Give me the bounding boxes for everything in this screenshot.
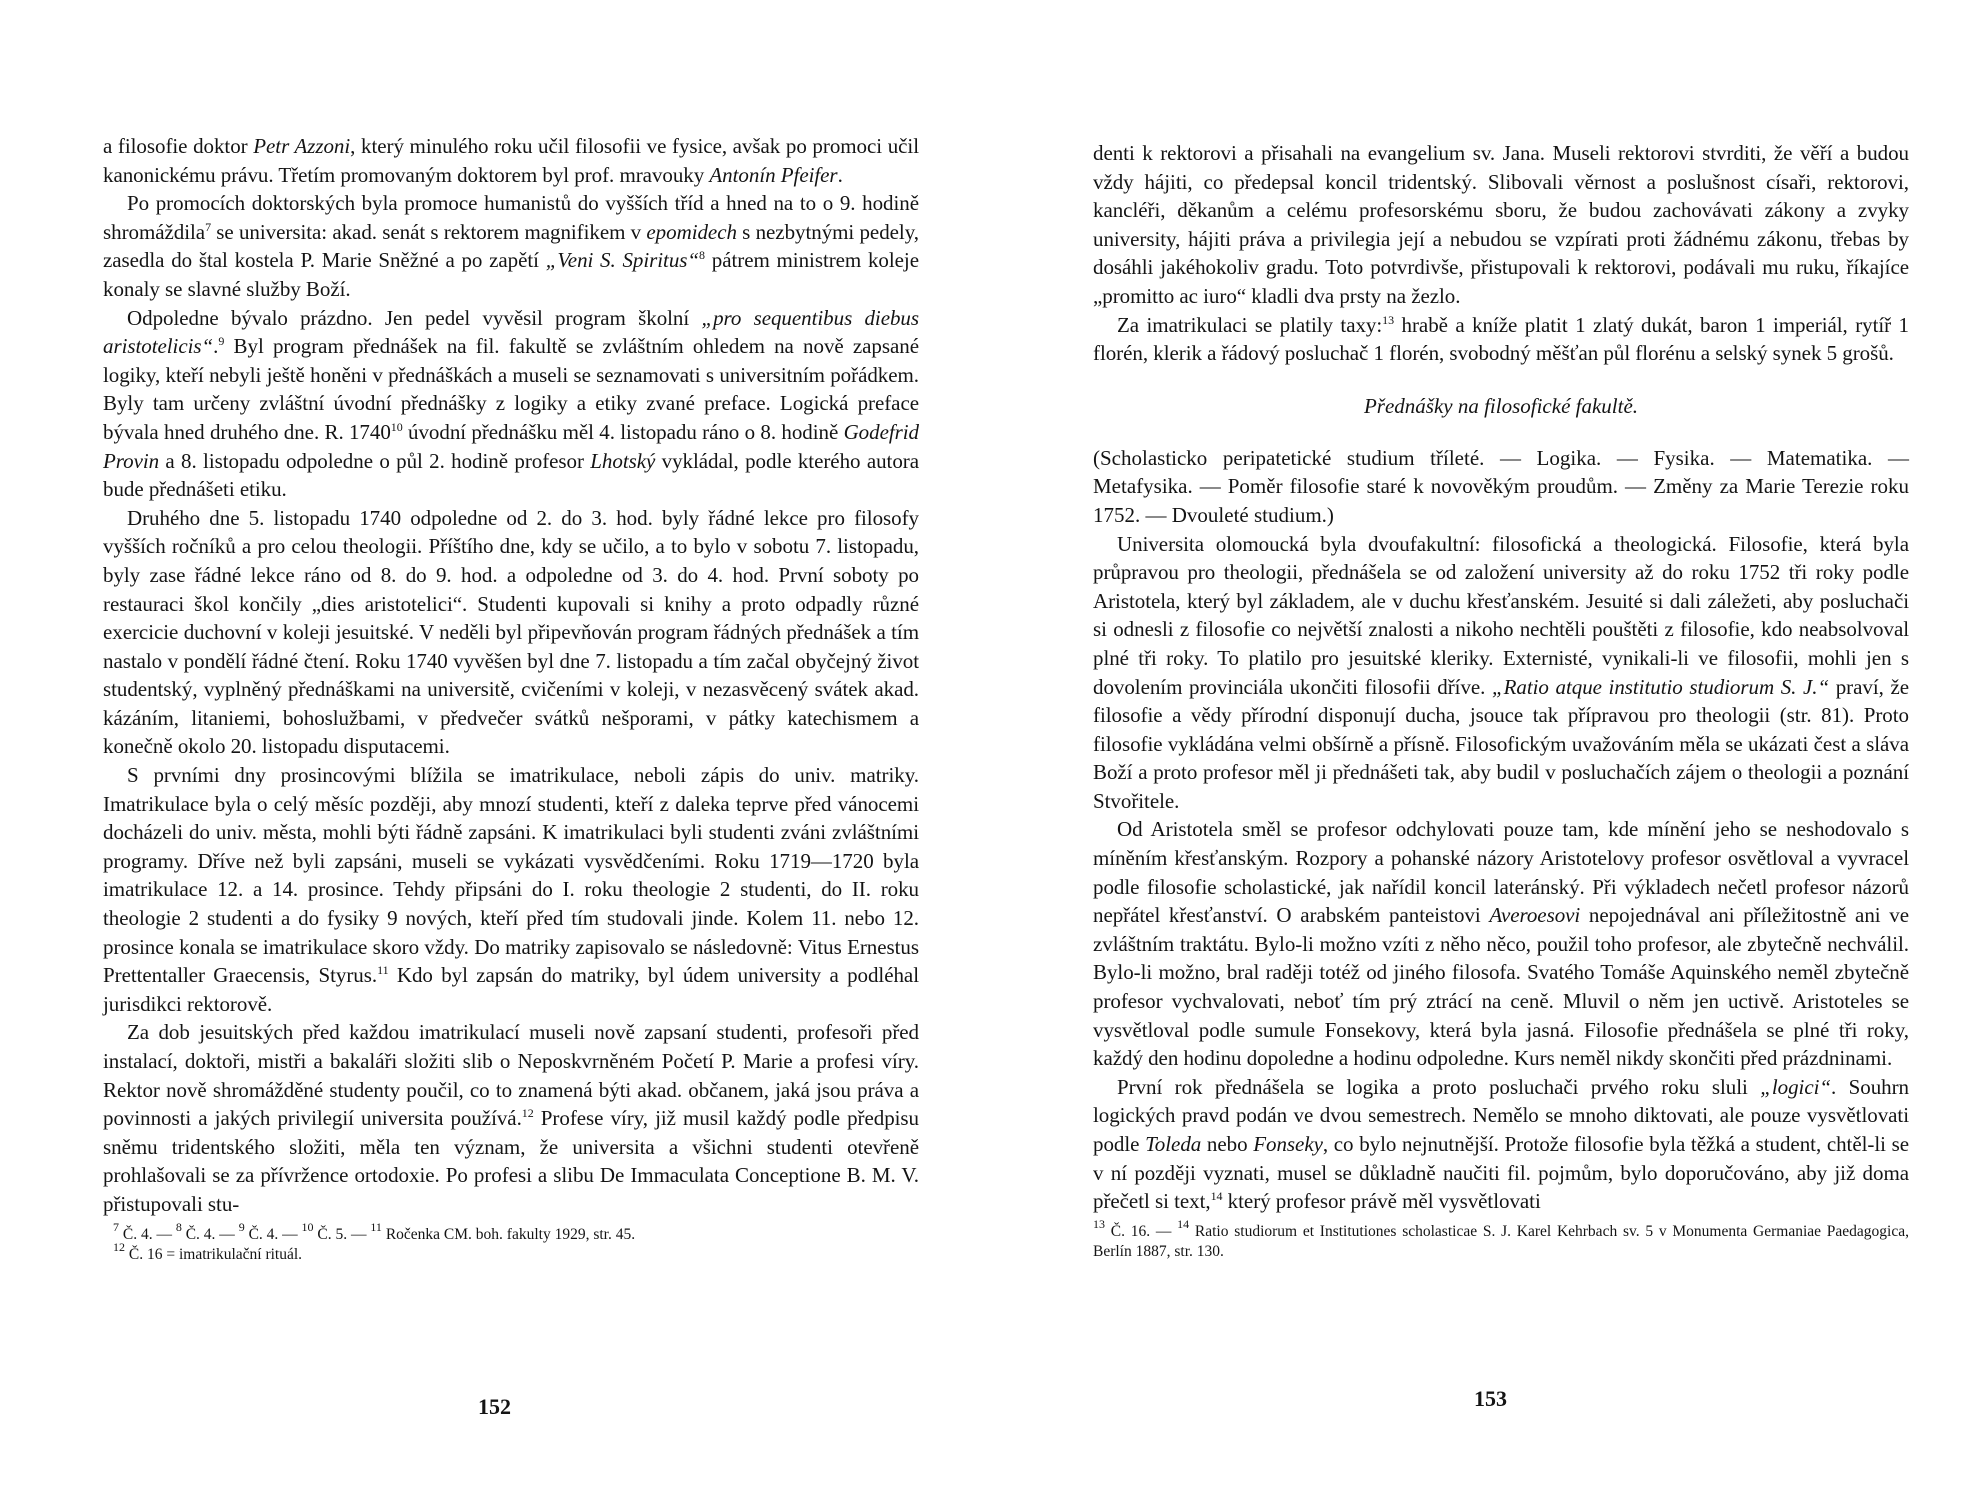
paragraph: První rok přednášela se logika a proto posluchači prvého roku sluli „logici“. Souhrn logických pravd podán ve dvou semestrech. Nemělo se mnoho diktovati, ale pouze vysvětlovati podle Toleda nebo Fonseky, co bylo nejnutnější. Protože filosofie byla těžká a student, chtěl-li se v ní později vyznati, musel se důkladně naučiti fil. pojmům, bylo doporučováno, aby již doma přečetl si text,$^{14}$ který profesor právě měl vysvětlovati [1093, 1074, 1910, 1214]
footnote-ref: 12 [521, 1106, 534, 1121]
section-summary: (Scholasticko peripatetické studium tříleté. — Logika. — Fysika. — Matematika. — Metafysika. — Poměr filosofie staré k novověkým proudům. — Změny za Marie Terezie roku 1752. — Dvouleté studium.) [1093, 445, 1909, 527]
paragraph: S prvními dny prosincovými blížila se imatrikulace, neboli zápis do univ. matriky. Imatrikulace byla o celý měsíc později, aby mnozí studenti, kteří z daleka teprve před vánocemi docházeli do univ. města, mohli býti řádně zapsáni. K imatrikulaci byli studenti zváni zvláštními programy. Dříve než byli zapsáni, museli se vykázati vysvědčeními. Roku 1719—1720 byla imatrikulace 12. a 14. prosince. Tehdy připsáni do I. roku theologie 2 studenti, do II. roku theologie 2 studenti a do fysiky 9 nových, kteří před tím studovali jinde. Kolem 11. nebo 12. prosince konala se imatrikulace skoro vždy. Do matriky zapisovalo se následovně: Vitus Ernestus Prettentaller Graecensis, Styrus.$^{11}$ Kdo byl zapsán do matriky, byl údem university a podléhal jurisdikci rektorově. [103, 763, 919, 1016]
right-page [1093, 139, 1909, 1262]
footnotes [103, 1219, 919, 1265]
footnote-ref: 10 [390, 419, 403, 434]
paragraph: denti k rektorovi a přisahali na evangelium sv. Jana. Museli rektorovi stvrditi, že věří a budou vždy hájiti, co předepsal koncil tridentský. Slibovali věrnost a poslušnost císaři, rektorovi, kancléři, děkanům a celému profesorskému sboru, že budou zachovávati zákony a zvyky university, hájiti práva a privilegia její a nebudou se vzpírati proti žádnému zákonu, třebas by dosáhli jakéhokoliv gradu. Toto potvrdivše, přistupovali k rektorovi, podávali mu ruku, říkajíce „promitto ac iuro“ kladli dva prsty na žezlo. [1093, 141, 1909, 308]
footnote: $^{12}$ Č. 16 = imatrikulační rituál. [113, 1239, 303, 1263]
footnote-ref: 14 [1210, 1189, 1223, 1204]
section-heading: Přednášky na filosofické fakultě. [1363, 393, 1639, 418]
paragraph: Za dob jesuitských před každou imatrikulací museli nově zapsaní studenti, profesoři před instalací, doktoři, mistři a bakaláři složiti slib o Neposkvrněném Početí P. Marie a profesi víry. Rektor nově shromážděné studenty poučil, co to znamená býti akad. občanem, jaká jsou práva a povinnosti a jakých privilegií universita používá.$^{12}$ Profese víry, již musil každý podle předpisu sněmu tridentského složiti, měla ten význam, že universita a všichni studenti otevřeně prohlašovali se za přívržence ortodoxie. Po profesi a slibu De Immaculata Conceptione B. M. V. přistupovali stu- [103, 1020, 919, 1216]
footnote: $^{13}$ Č. 16. — $^{14}$ Ratio studiorum et Institutiones scholasticae S. J. Karel Kehrbach sv. 5 v Monumenta Germaniae Paedagogica, Berlín 1887, str. 130. [1093, 1216, 1909, 1260]
left-page [103, 132, 919, 1265]
footnote-ref: 7 [205, 219, 212, 234]
footnote-ref: 9 [218, 334, 225, 349]
page-number: 152 [478, 1394, 511, 1419]
paragraph: Druhého dne 5. listopadu 1740 odpoledne od 2. do 3. hod. byly řádné lekce pro filosofy vyšších ročníků a pro celou theologii. Příštího dne, kdy se učilo, a to bylo v sobotu 7. listopadu, byly zase řádné lekce ráno od 8. do 9. hod. a odpoledne od 3. do 4. hod. První soboty po restauraci škol končily „dies aristotelici“. Studenti kupovali si knihy a proto odpadly různé exercicie duchovní v koleji jesuitské. V neděli byl připevňován program řádných přednášek a tím nastalo v pondělí řádné čtení. Roku 1740 vyvěšen byl dne 7. listopadu a tím začal obyčejný život studentský, vyplněný přednáškami na universitě, cvičeními v koleji, v nezasvěcený svátek akad. kázáním, litaniemi, bohoslužbami, v předvečer svátků nešporami, v pátky katechismem a konečně okolo 20. listopadu disputacemi. [103, 505, 919, 759]
footnote: $^7$ Č. 4. — $^8$ Č. 4. — $^9$ Č. 4. — $^{10}$ Č. 5. — $^{11}$ Ročenka CM. boh. fakulty 1929, str. 45. [113, 1219, 636, 1243]
paragraph: Universita olomoucká byla dvoufakultní: filosofická a theologická. Filosofie, která byla průpravou pro theologii, přednášela se od založení university až do roku 1752 tři roky podle Aristotela, který byl základem, ale v duchu křesťanském. Jesuité si dali záležeti, aby posluchači si odnesli z filosofie co největší znalosti a nikoho nechtěli pouštěti z filosofie, kdo neabsolvoval plné tři roky. To platilo pro jesuitské kleriky. Externisté, vynikali-li ve filosofii, mohli jen s dovolením provinciála ukončiti filosofii dříve. „Ratio atque institutio studiorum S. J.“ praví, že filosofie a vědy přírodní disponují ducha, jsouce tak přípravou pro theologii (str. 81). Proto filosofie vykládána velmi obšírně a přísně. Filosofickým uvažováním měla se ukázati čest a sláva Boží a proto profesor měl ji přednášeti tak, aby budil v posluchačích zájem o theologii a poznání Stvořitele. [1093, 531, 1909, 813]
footnote-ref: 13 [1382, 312, 1395, 327]
paragraph: a filosofie doktor Petr Azzoni, který minulého roku učil filosofii ve fysice, avšak po promoci učil kanonickému právu. Třetím promovaným doktorem byl prof. mravouky Antonín Pfeifer. [103, 134, 919, 187]
paragraph: Po promocích doktorských byla promoce humanistů do vyšších tříd a hned na to o 9. hodině shromáždila$^7$ se universita: akad. senát s rektorem magnifikem v epomidech s nezbytnými pedely, zasedla do štal kostela P. Marie Sněžné a po zapětí „Veni S. Spiritus“$^8$ pátrem ministrem koleje konaly se slavné služby Boží. [103, 191, 919, 301]
page-number: 153 [1474, 1386, 1507, 1411]
footnotes [1093, 1216, 1909, 1262]
footnote-ref: 8 [699, 248, 705, 263]
paragraph: Od Aristotela směl se profesor odchylovati pouze tam, kde mínění jeho se neshodovalo s míněním křesťanským. Rozpory a pohanské názory Aristotelovy profesor osvětloval a vyvracel podle filosofie scholastické, jak nařídil koncil lateránský. Při výkladech nečetl profesor názorů nepřátel křesťanství. O arabském panteistovi Averoesovi nepojednával ani příležitostně ani ve zvláštním traktátu. Bylo-li možno vzíti z něho něco, použil toho profesor, ale zbytečně nechválil. Bylo-li možno, bral raději totéž od jiného filosofa. Svatého Tomáše Aquinského neměl zbytečně profesor vychvalovati, neboť tím prý ztrácí na ceně. Mluvil o něm jen uctivě. Aristoteles se vysvětloval podle sumule Fonsekovy, která byla jasná. Filosofie přednášela se plné tři roky, každý den hodinu dopoledne a hodinu odpoledne. Kurs neměl nikdy skončiti před prázdninami. [1093, 817, 1909, 1071]
footnote-ref: 11 [377, 963, 389, 978]
paragraph: Odpoledne bývalo prázdno. Jen pedel vyvěsil program školní „pro sequentibus diebus aristotelicis“.$^9$ Byl program přednášek na fil. fakultě se zvláštním ohledem na nově zapsané logiky, kteří nebyli ještě honěni v přednáškách a museli se seznamovati s universitním pořádkem. Byly tam určeny zvláštní úvodní přednášky z logiky a etiky zvané preface. Logická preface bývala hned druhého dne. R. 1740$^{10}$ úvodní přednášku měl 4. listopadu ráno o 8. hodině Godefrid Provin a 8. listopadu odpoledne o půl 2. hodině profesor Lhotský vykládal, podle kterého autora bude přednášeti etiku. [103, 305, 919, 502]
paragraph: Za imatrikulaci se platily taxy:$^{13}$ hrabě a kníže platit 1 zlatý dukát, baron 1 imperiál, rytíř 1 florén, klerik a řádový posluchač 1 florén, svobodný měšťan půl florénu a selský synek 5 grošů. [1093, 312, 1910, 366]
